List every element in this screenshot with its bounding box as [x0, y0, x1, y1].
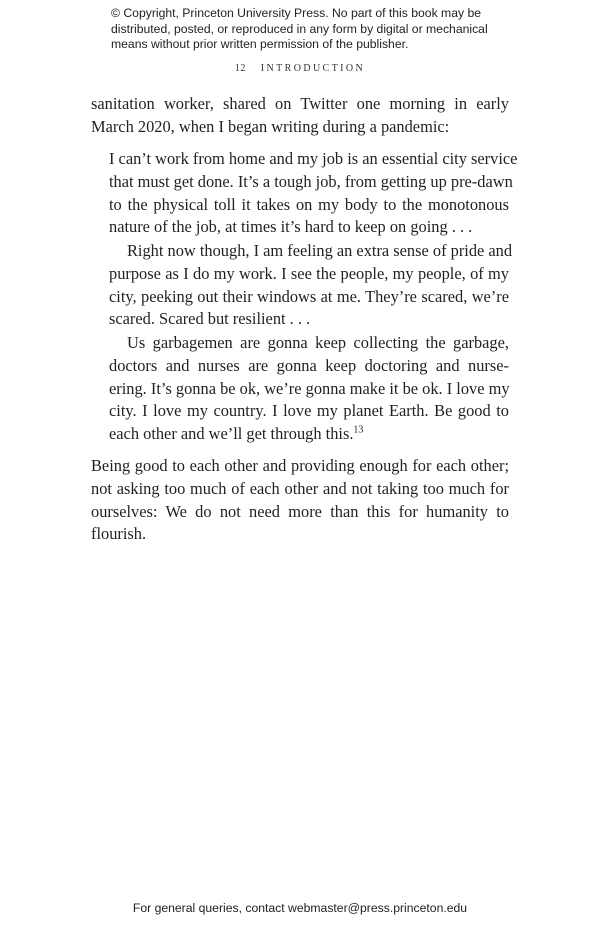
- page-number: 12: [234, 63, 246, 74]
- section-title: INTRODUCTION: [260, 63, 366, 74]
- quote-line-with-footnote: [109, 423, 509, 446]
- quote-line: to the physical toll it takes on my body to the monotonous: [109, 194, 509, 214]
- text-line: not asking too much of each other and not taking too much for: [91, 478, 509, 498]
- quote-line-text: each other and we’ll get through this.: [109, 424, 354, 444]
- quote-line: that must get done. It’s a tough job, from getting up pre-dawn: [109, 171, 513, 191]
- block-quote-paragraph-1: [109, 148, 518, 239]
- text-line: flourish.: [91, 524, 147, 544]
- quote-line: city. I love my country. I love my planet Earth. Be good to: [109, 401, 509, 421]
- copyright-line: © Copyright, Princeton University Press. No part of this book may be: [111, 6, 482, 20]
- block-quote-paragraph-3: [109, 332, 509, 446]
- copyright-line: distributed, posted, or reproduced in any form by digital or mechanical: [111, 21, 488, 36]
- text-line: March 2020, when I began writing during a pandemic:: [91, 116, 450, 136]
- footnote-reference[interactable]: 13: [353, 424, 364, 436]
- block-quote-paragraph-2: [109, 240, 513, 331]
- quote-line: scared. Scared but resilient . . .: [109, 309, 311, 329]
- quote-line: nature of the job, at times it’s hard to keep on going . . .: [109, 217, 473, 237]
- running-head: [0, 63, 600, 74]
- quote-line: purpose as I do my work. I see the people, my people, of my: [109, 263, 509, 283]
- text-line: Being good to each other and providing enough for each other;: [91, 456, 509, 475]
- copyright-notice: [111, 6, 511, 53]
- copyright-line: means without prior written permission of the publisher.: [111, 37, 409, 51]
- quote-line: Us garbagemen are gonna keep collecting the garbage,: [127, 333, 509, 352]
- quote-line: Right now though, I am feeling an extra sense of pride and: [127, 241, 513, 260]
- closing-paragraph: [91, 455, 509, 546]
- quote-line: city, peeking out their windows at me. They’re scared, we’re: [109, 286, 509, 306]
- opening-paragraph: [91, 93, 509, 139]
- quote-line: ering. It’s gonna be ok, we’re gonna make it be ok. I love my: [109, 378, 510, 398]
- footer-contact: For general queries, contact webmaster@press.princeton.edu: [132, 901, 468, 915]
- text-line: sanitation worker, shared on Twitter one morning in early: [91, 94, 509, 113]
- quote-line: I can’t work from home and my job is an essential city service: [109, 149, 518, 168]
- text-line: ourselves: We do not need more than this for humanity to: [91, 501, 509, 521]
- quote-line: doctors and nurses are gonna keep doctoring and nurse-: [109, 355, 509, 375]
